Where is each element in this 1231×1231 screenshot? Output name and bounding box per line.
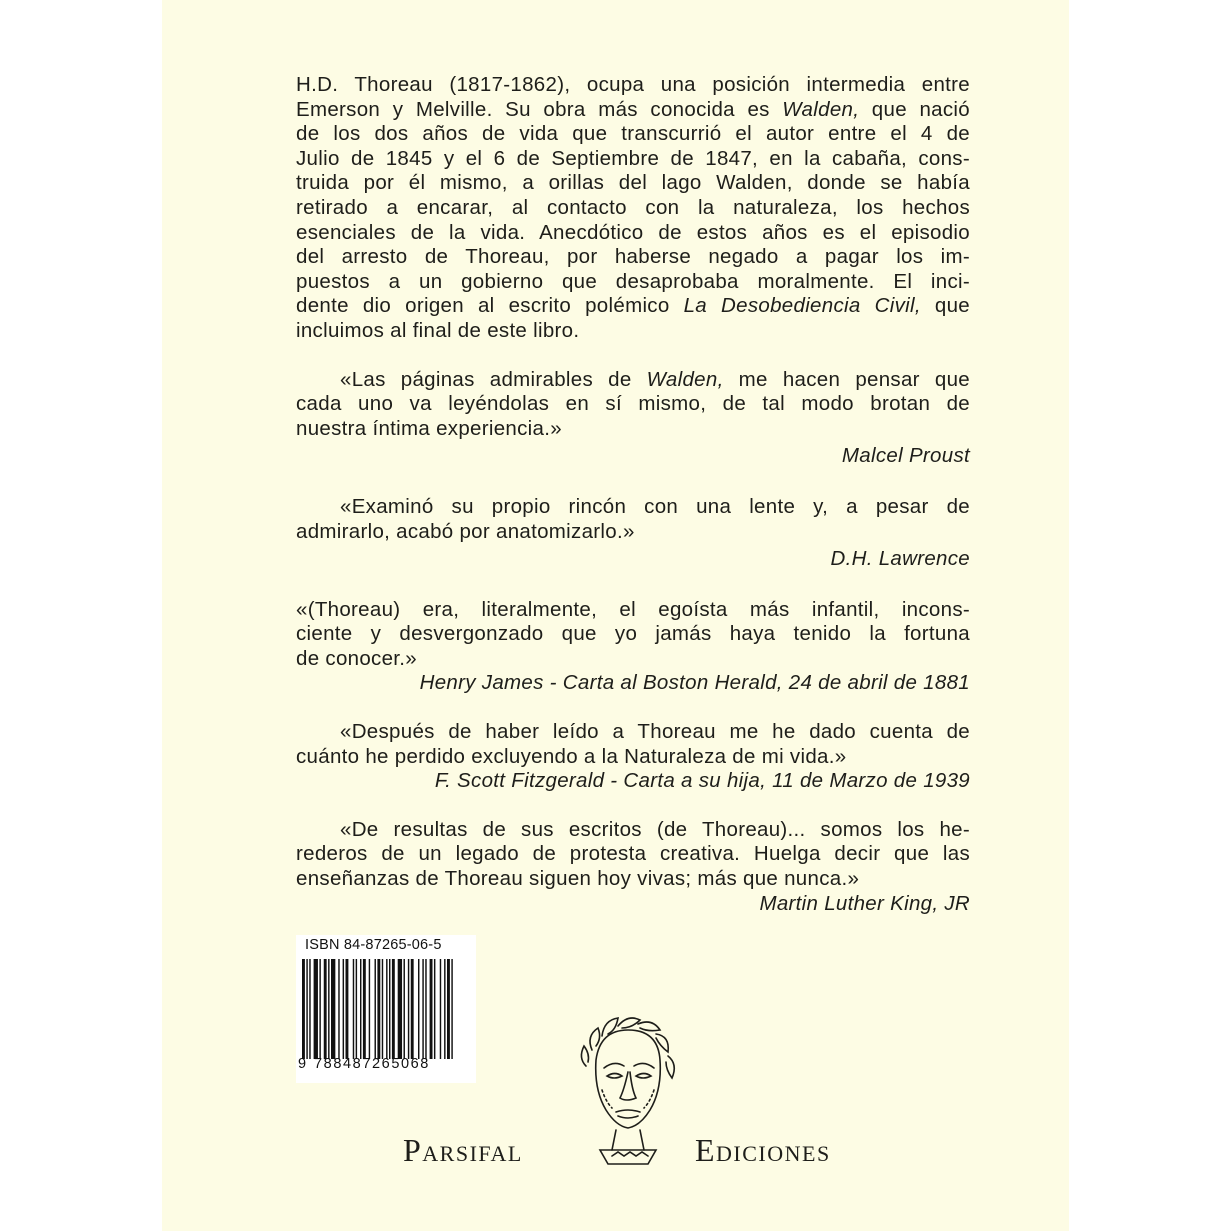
publisher-name-left: Parsifal: [403, 1132, 523, 1168]
text-line: ciente y desvergonzado que yo jamás haya tenido la fortuna: [296, 622, 970, 646]
barcode-bar: [392, 959, 395, 1059]
quote-author: F. Scott Fitzgerald - Carta a su hija, 11 de Marzo de 1939: [434, 769, 970, 793]
italic-title: Walden,: [782, 97, 860, 121]
quote-text: [296, 368, 970, 442]
text-line: enseñanzas de Thoreau siguen hoy vivas; más que nunca.»: [296, 867, 860, 891]
barcode-bar: [306, 959, 307, 1059]
barcode-bar: [353, 959, 354, 1059]
text-line: «Después de haber leído a Thoreau me he dado cuenta de: [340, 720, 970, 744]
quote-lawrence: [296, 495, 970, 572]
text-line: H.D. Thoreau (1817-1862), ocupa una posición intermedia entre: [296, 73, 970, 96]
barcode-bar: [375, 959, 376, 1059]
quote-text: [296, 598, 970, 672]
quote-text: [296, 720, 970, 769]
barcode-bar: [444, 959, 445, 1059]
ean-first-digit: 9: [298, 1056, 307, 1072]
quote-fitzgerald: [296, 720, 970, 794]
quote-author: D.H. Lawrence: [830, 547, 970, 571]
barcode-bar: [369, 959, 370, 1059]
barcode-bar: [447, 959, 450, 1059]
italic-title: Walden,: [646, 367, 724, 391]
quote-text: [296, 818, 970, 892]
back-cover-text: [296, 73, 970, 916]
quote-text: [296, 495, 970, 544]
barcode-bar: [430, 959, 433, 1059]
barcode-bar: [389, 959, 390, 1059]
isbn-number: ISBN 84-87265-06-5: [305, 937, 442, 953]
quote-author: Henry James - Carta al Boston Herald, 24 de abril de 1881: [419, 671, 970, 695]
text-line: Emerson y Melville. Su obra más conocida es Walden, que nació: [296, 97, 970, 121]
text-line: retirado a encarar, al contacto con la naturaleza, los hechos: [296, 195, 970, 219]
text-line: incluimos al final de este libro.: [296, 318, 580, 342]
barcode-bar: [440, 959, 441, 1059]
barcode-bar: [356, 959, 357, 1059]
quote-king: [296, 818, 970, 916]
publisher-logo-head-icon: [572, 1010, 682, 1170]
text-line: Julio de 1845 y el 6 de Septiembre de 1847, en la cabaña, cons-: [296, 146, 970, 170]
barcode-bar: [328, 959, 329, 1059]
barcode-bar: [314, 959, 318, 1059]
text-line: cuánto he perdido excluyendo a la Naturaleza de mi vida.»: [296, 744, 847, 768]
text-line: de los dos años de vida que transcurrió el autor entre el 4 de: [296, 122, 970, 146]
intro-paragraph: [296, 73, 970, 344]
ean-digit-group: 788487265068: [314, 1056, 430, 1072]
barcode-bar: [422, 959, 423, 1059]
text-line: admirarlo, acabó por anatomizarlo.»: [296, 519, 635, 543]
quote-author: Malcel Proust: [841, 444, 970, 468]
quote-proust: [296, 368, 970, 469]
barcode-bar: [338, 959, 339, 1059]
barcode-bar: [404, 959, 405, 1059]
text-line: «De resultas de sus escritos (de Thoreau)... somos los he-: [340, 817, 970, 841]
barcode-bar: [434, 959, 435, 1059]
barcode-bar: [382, 959, 383, 1059]
text-line: esenciales de la vida. Anecdótico de estos años es el episodio: [296, 220, 970, 244]
text-line: cada uno va leyéndolas en sí mismo, de tal modo brotan de: [296, 392, 970, 416]
barcode-bar: [418, 959, 419, 1059]
text-line: de conocer.»: [296, 646, 417, 670]
barcode-bar: [302, 959, 305, 1059]
barcode-bar: [360, 959, 361, 1059]
text-line: «(Thoreau) era, literalmente, el egoísta más infantil, incons-: [296, 597, 970, 621]
barcode-bar: [408, 959, 409, 1059]
text-line: truida por él mismo, a orillas del lago Walden, donde se había: [296, 171, 970, 195]
barcode-bar: [425, 959, 426, 1059]
barcode-bar: [411, 959, 414, 1059]
barcode-bars: [302, 959, 470, 1059]
barcode-bar: [363, 959, 366, 1059]
text-line: dente dio origen al escrito polémico La Desobediencia Civil, que: [296, 294, 970, 318]
italic-title: La Desobediencia Civil,: [683, 294, 921, 318]
quote-james: [296, 598, 970, 696]
barcode-bar: [324, 959, 327, 1059]
text-line: del arresto de Thoreau, por haberse negado a pagar los im-: [296, 245, 970, 269]
publisher-name-right: Ediciones: [695, 1132, 831, 1168]
barcode-bar: [309, 959, 310, 1059]
barcode-bar: [319, 959, 320, 1059]
barcode-bar: [346, 959, 349, 1059]
text-line: rederos de un legado de protesta creativa. Huelga decir que las: [296, 842, 970, 866]
text-line: «Las páginas admirables de Walden, me hacen pensar que: [340, 367, 970, 391]
quote-author: Martin Luther King, JR: [759, 891, 970, 915]
barcode-bar: [451, 959, 452, 1059]
barcode-bar: [331, 959, 335, 1059]
barcode-bar: [377, 959, 380, 1059]
text-line: «Examinó su propio rincón con una lente y, a pesar de: [340, 494, 970, 518]
barcode-bar: [386, 959, 387, 1059]
isbn-barcode: [296, 935, 476, 1083]
text-line: nuestra íntima experiencia.»: [296, 416, 562, 440]
text-line: puestos a un gobierno que desaprobaba moralmente. El inci-: [296, 269, 970, 293]
barcode-bar: [398, 959, 402, 1059]
barcode-bar: [343, 959, 344, 1059]
